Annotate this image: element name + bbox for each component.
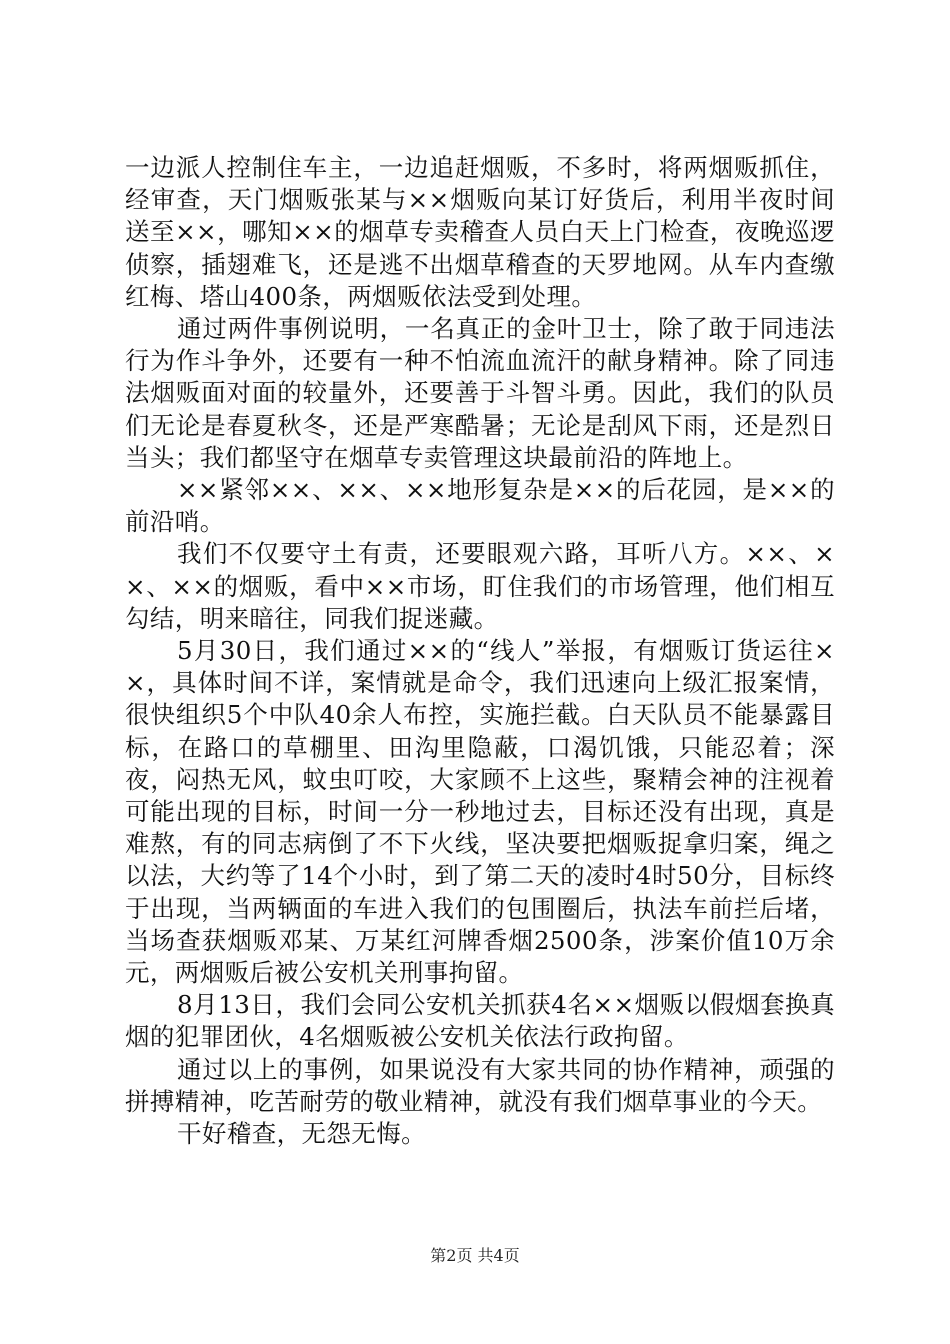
paragraph-5: 5月30日，我们通过××的“线人”举报，有烟贩订货运往××，具体时间不详，案情就是命令，我们迅速向上级汇报案情，很快组织5个中队40余人布控，实施拦截。白天队员不能暴露目标，在路口的草棚里、田沟里隐蔽，口渴饥饿，只能忍着；深夜，闷热无风，蚊虫叮咬，大家顾不上这些，聚精会神的注视着可能出现的目标，时间一分一秒地过去，目标还没有出现，真是难熬，有的同志病倒了不下火线，坚决要把烟贩捉拿归案，绳之以法，大约等了14个小时，到了第二天的凌时4时50分，目标终于出现，当两辆面的车进入我们的包围圈后，执法车前拦后堵，当场查获烟贩邓某、万某红河牌香烟2500条，涉案价值10万余元，两烟贩后被公安机关刑事拘留。: [125, 636, 835, 988]
paragraph-4: 我们不仅要守土有责，还要眼观六路，耳听八方。××、××、××的烟贩，看中××市场，盯住我们的市场管理，他们相互勾结，明来暗往，同我们捉迷藏。: [125, 539, 835, 633]
paragraph-1: 一边派人控制住车主，一边追赶烟贩，不多时，将两烟贩抓住，经审查，天门烟贩张某与××烟贩向某订好货后，利用半夜时间送至××，哪知××的烟草专卖稽查人员白天上门检查，夜晚巡逻侦察，插翅难飞，还是逃不出烟草稽查的天罗地网。从车内查缴红梅、塔山400条，两烟贩依法受到处理。: [125, 153, 835, 311]
paragraph-6: 8月13日，我们会同公安机关抓获4名××烟贩以假烟套换真烟的犯罪团伙，4名烟贩被公安机关依法行政拘留。: [125, 990, 835, 1052]
paragraph-2: 通过两件事例说明，一名真正的金叶卫士，除了敢于同违法行为作斗争外，还要有一种不怕流血流汗的献身精神。除了同违法烟贩面对面的较量外，还要善于斗智斗勇。因此，我们的队员们无论是春夏秋冬，还是严寒酷暑；无论是刮风下雨，还是烈日当头；我们都坚守在烟草专卖管理这块最前沿的阵地上。: [125, 314, 835, 472]
paragraph-3: ××紧邻××、××、××地形复杂是××的后花园，是××的前沿哨。: [125, 475, 835, 537]
page-footer: 第2页 共4页: [430, 1246, 520, 1265]
paragraph-7: 通过以上的事例，如果说没有大家共同的协作精神，顽强的拼搏精神，吃苦耐劳的敬业精神，就没有我们烟草事业的今天。: [125, 1054, 835, 1116]
document-body: [125, 152, 835, 1150]
paragraph-8: 干好稽查，无怨无悔。: [177, 1119, 426, 1149]
